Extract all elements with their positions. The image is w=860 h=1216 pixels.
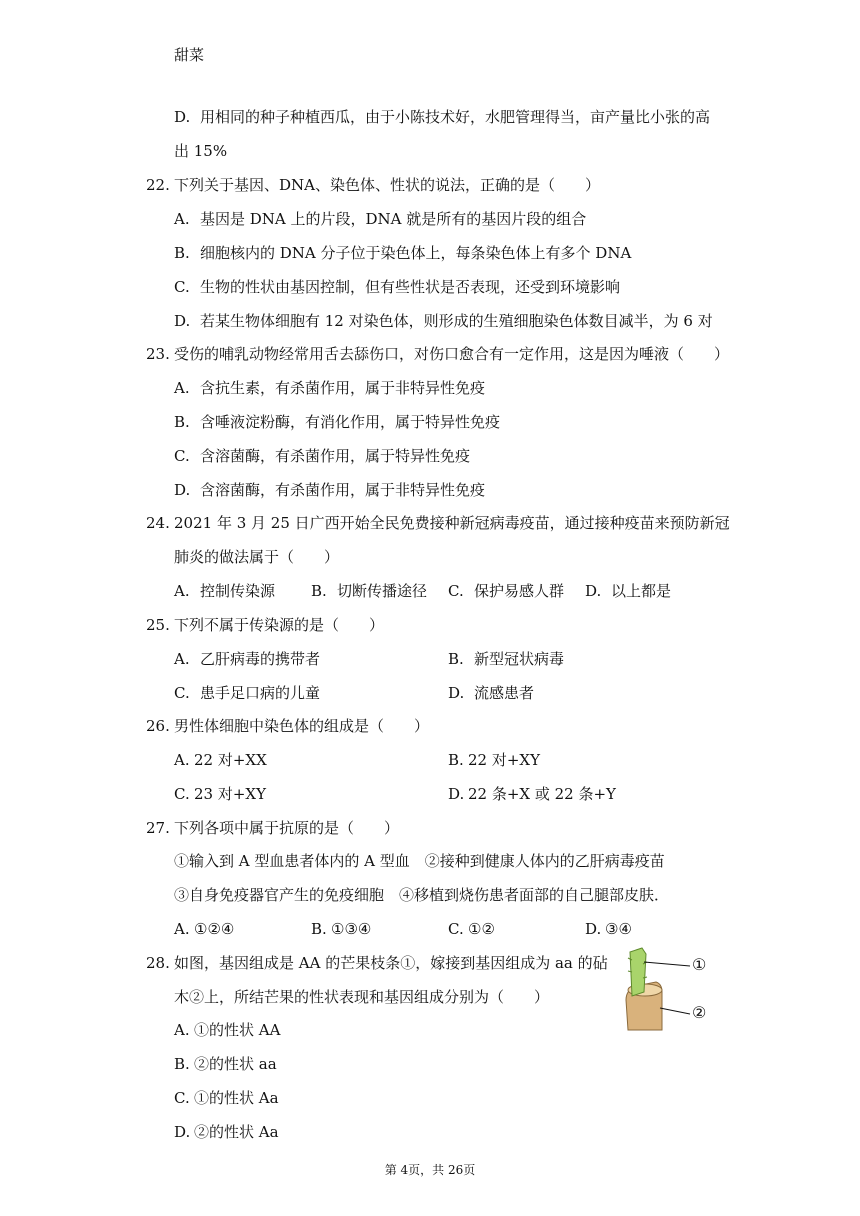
option-label: B. xyxy=(448,650,464,668)
option-label: B. xyxy=(174,413,190,431)
option-text: ②的性状 Aa xyxy=(194,1123,279,1141)
scion-leader-line xyxy=(644,962,690,966)
option-label: B. xyxy=(311,920,327,938)
question-stem: 下列各项中属于抗原的是（ ） xyxy=(174,819,400,837)
scion-label: ① xyxy=(692,955,707,974)
q21-continued-text: 甜菜 xyxy=(174,46,205,64)
question-number: 28. xyxy=(146,954,170,972)
option-text: 含抗生素，有杀菌作用，属于非特异性免疫 xyxy=(200,379,486,397)
option-label: C. xyxy=(448,582,464,600)
option-text: 新型冠状病毒 xyxy=(474,650,565,668)
option-label: C. xyxy=(174,278,190,296)
option-label: A. xyxy=(174,650,190,668)
option-text: ①的性状 AA xyxy=(194,1021,281,1039)
question-stem: 下列关于基因、DNA、染色体、性状的说法，正确的是（ ） xyxy=(174,176,600,194)
option-label: B. xyxy=(448,751,464,769)
option-text: 流感患者 xyxy=(474,684,535,702)
option-label: D. xyxy=(448,785,465,803)
option-label: C. xyxy=(174,785,190,803)
q21-option-d-text-cont: 出 15% xyxy=(174,142,228,160)
grafting-figure xyxy=(612,942,722,1032)
option-text: 控制传染源 xyxy=(200,582,276,600)
question-stem: 2021 年 3 月 25 日广西开始全民免费接种新冠病毒疫苗，通过接种疫苗来预防新冠 xyxy=(174,514,730,532)
question-items: ①输入到 A 型血患者体内的 A 型血 ②接种到健康人体内的乙肝病毒疫苗 xyxy=(174,852,665,870)
stock-leader-line xyxy=(660,1008,690,1014)
question-number: 23. xyxy=(146,345,170,363)
option-label: D. xyxy=(585,920,602,938)
option-text: 含唾液淀粉酶，有消化作用，属于特异性免疫 xyxy=(200,413,501,431)
question-number: 24. xyxy=(146,514,170,532)
question-stem-cont: 木②上，所结芒果的性状表现和基因组成分别为（ ） xyxy=(174,988,550,1006)
question-number: 26. xyxy=(146,717,170,735)
option-text: ②的性状 aa xyxy=(194,1055,277,1073)
option-label: A. xyxy=(174,751,190,769)
option-text: ③④ xyxy=(605,920,632,938)
option-label: B. xyxy=(311,582,327,600)
option-text: 生物的性状由基因控制，但有些性状是否表现，还受到环境影响 xyxy=(200,278,621,296)
option-label: B. xyxy=(174,1055,190,1073)
option-text: 基因是 DNA 上的片段，DNA 就是所有的基因片段的组合 xyxy=(200,210,587,228)
option-label: C. xyxy=(174,447,190,465)
question-stem: 如图，基因组成是 AA 的芒果枝条①，嫁接到基因组成为 aa 的砧 xyxy=(174,954,608,972)
option-label: A. xyxy=(174,379,190,397)
scion-shape xyxy=(630,948,646,996)
question-items-cont: ③自身免疫器官产生的免疫细胞 ④移植到烧伤患者面部的自己腿部皮肤． xyxy=(174,886,670,904)
option-label: D. xyxy=(174,1123,191,1141)
option-text: 细胞核内的 DNA 分子位于染色体上，每条染色体上有多个 DNA xyxy=(200,244,632,262)
option-label: C. xyxy=(174,1089,190,1107)
option-text: 乙肝病毒的携带者 xyxy=(200,650,321,668)
option-text: 22 对+XX xyxy=(194,751,267,769)
option-text: 22 对+XY xyxy=(468,751,541,769)
option-text: 含溶菌酶，有杀菌作用，属于非特异性免疫 xyxy=(200,481,486,499)
option-label: A. xyxy=(174,210,190,228)
option-text: ①的性状 Aa xyxy=(194,1089,279,1107)
option-label: A. xyxy=(174,1021,190,1039)
option-text: 切断传播途径 xyxy=(337,582,428,600)
question-stem: 受伤的哺乳动物经常用舌去舔伤口，对伤口愈合有一定作用，这是因为唾液（ ） xyxy=(174,345,730,363)
question-number: 22. xyxy=(146,176,170,194)
question-number: 27. xyxy=(146,819,170,837)
question-stem: 下列不属于传染源的是（ ） xyxy=(174,616,385,634)
question-stem: 男性体细胞中染色体的组成是（ ） xyxy=(174,717,430,735)
option-text: 以上都是 xyxy=(611,582,672,600)
q21-option-d-label: D. xyxy=(174,108,191,126)
option-label: D. xyxy=(174,481,191,499)
option-text: 患手足口病的儿童 xyxy=(200,684,321,702)
option-label: B. xyxy=(174,244,190,262)
q21-option-d-text: 用相同的种子种植西瓜，由于小陈技术好，水肥管理得当，亩产量比小张的高 xyxy=(200,108,711,126)
page-footer: 第 4页，共 26页 xyxy=(384,1163,476,1177)
option-text: ①② xyxy=(468,920,495,938)
option-text: 23 对+XY xyxy=(194,785,267,803)
stock-label: ② xyxy=(692,1003,707,1022)
option-text: 含溶菌酶，有杀菌作用，属于特异性免疫 xyxy=(200,447,471,465)
option-text: 22 条+X 或 22 条+Y xyxy=(468,785,616,803)
question-number: 25. xyxy=(146,616,170,634)
option-label: D. xyxy=(174,312,191,330)
option-label: C. xyxy=(174,684,190,702)
option-text: ①②④ xyxy=(194,920,235,938)
option-label: D. xyxy=(585,582,602,600)
option-text: 若某生物体细胞有 12 对染色体，则形成的生殖细胞染色体数目减半，为 6 对 xyxy=(200,312,713,330)
option-text: 保护易感人群 xyxy=(474,582,565,600)
option-label: C. xyxy=(448,920,464,938)
option-label: D. xyxy=(448,684,465,702)
option-text: ①③④ xyxy=(331,920,372,938)
question-stem-cont: 肺炎的做法属于（ ） xyxy=(174,548,340,566)
option-label: A. xyxy=(174,920,190,938)
option-label: A. xyxy=(174,582,190,600)
